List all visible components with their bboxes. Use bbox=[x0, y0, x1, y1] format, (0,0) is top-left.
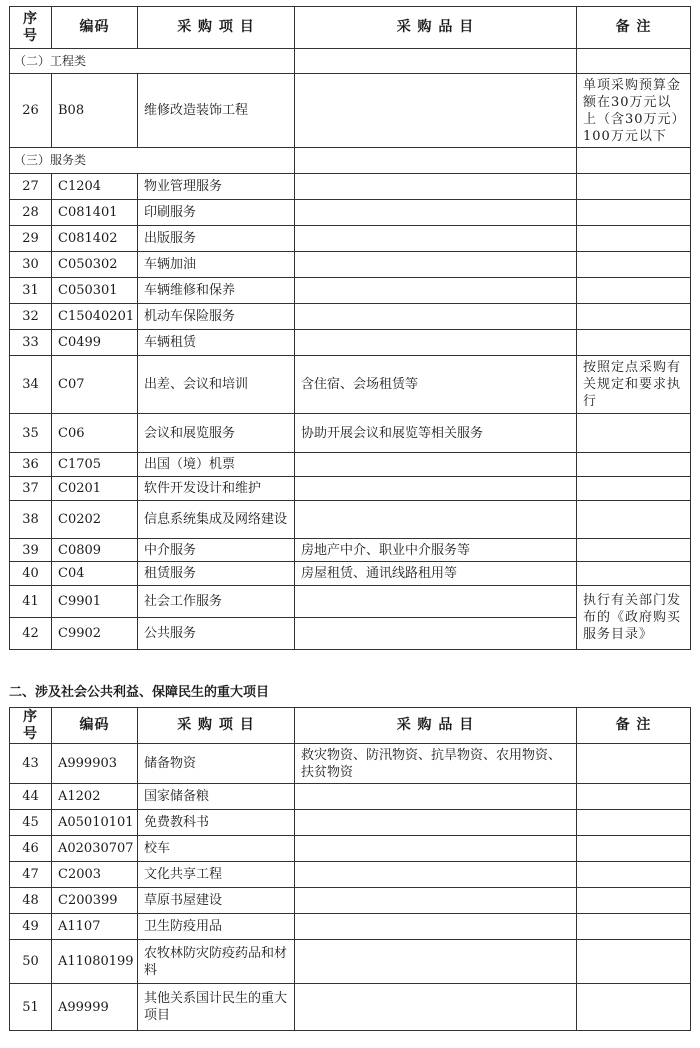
row-code: C081402 bbox=[52, 226, 138, 252]
row-remark bbox=[577, 984, 691, 1031]
row-code: C07 bbox=[52, 356, 138, 414]
row-project: 文化共享工程 bbox=[138, 862, 295, 888]
row-code: A1202 bbox=[52, 784, 138, 810]
row-project: 公共服务 bbox=[138, 618, 295, 650]
table-row bbox=[10, 586, 691, 618]
table-row bbox=[10, 984, 691, 1031]
row-code: C1705 bbox=[52, 453, 138, 477]
procurement-table-1 bbox=[9, 6, 691, 650]
row-index: 34 bbox=[10, 356, 52, 414]
header-index: 序号 bbox=[10, 708, 52, 744]
row-code: C04 bbox=[52, 562, 138, 586]
row-project: 维修改造装饰工程 bbox=[138, 74, 295, 148]
row-remark bbox=[577, 539, 691, 562]
row-items bbox=[295, 330, 577, 356]
row-items: 救灾物资、防汛物资、抗旱物资、农用物资、扶贫物资 bbox=[295, 744, 577, 784]
row-code: C15040201 bbox=[52, 304, 138, 330]
row-project: 物业管理服务 bbox=[138, 174, 295, 200]
row-remark bbox=[577, 744, 691, 784]
table-row bbox=[10, 414, 691, 453]
table-row bbox=[10, 862, 691, 888]
table-row bbox=[10, 810, 691, 836]
row-items bbox=[295, 784, 577, 810]
row-items bbox=[295, 477, 577, 501]
row-code: A11080199 bbox=[52, 940, 138, 984]
row-index: 26 bbox=[10, 74, 52, 148]
row-remark bbox=[577, 477, 691, 501]
row-items bbox=[295, 200, 577, 226]
row-project: 会议和展览服务 bbox=[138, 414, 295, 453]
table-row bbox=[10, 784, 691, 810]
row-remark bbox=[577, 836, 691, 862]
category-label: （三）服务类 bbox=[10, 148, 295, 174]
row-items bbox=[295, 586, 577, 618]
row-index: 36 bbox=[10, 453, 52, 477]
row-project: 印刷服务 bbox=[138, 200, 295, 226]
table-row bbox=[10, 744, 691, 784]
row-project: 社会工作服务 bbox=[138, 586, 295, 618]
row-code: B08 bbox=[52, 74, 138, 148]
row-code: C081401 bbox=[52, 200, 138, 226]
section-title: 二、涉及社会公共利益、保障民生的重大项目 bbox=[9, 685, 270, 700]
row-code: A05010101 bbox=[52, 810, 138, 836]
row-index: 32 bbox=[10, 304, 52, 330]
row-index: 35 bbox=[10, 414, 52, 453]
row-code: C200399 bbox=[52, 888, 138, 914]
row-index: 30 bbox=[10, 252, 52, 278]
row-project: 其他关系国计民生的重大项目 bbox=[138, 984, 295, 1031]
table-row bbox=[10, 356, 691, 414]
row-project: 草原书屋建设 bbox=[138, 888, 295, 914]
row-items bbox=[295, 984, 577, 1031]
header-code: 编码 bbox=[52, 708, 138, 744]
row-items: 房地产中介、职业中介服务等 bbox=[295, 539, 577, 562]
row-index: 49 bbox=[10, 914, 52, 940]
row-project: 车辆加油 bbox=[138, 252, 295, 278]
row-remark bbox=[577, 174, 691, 200]
row-items bbox=[295, 174, 577, 200]
row-remark bbox=[577, 330, 691, 356]
row-index: 43 bbox=[10, 744, 52, 784]
header-code: 编码 bbox=[52, 7, 138, 49]
row-remark bbox=[577, 914, 691, 940]
row-code: C050302 bbox=[52, 252, 138, 278]
header-project: 采 购 项 目 bbox=[138, 708, 295, 744]
row-project: 校车 bbox=[138, 836, 295, 862]
row-code: C0201 bbox=[52, 477, 138, 501]
row-remark bbox=[577, 252, 691, 278]
table-row bbox=[10, 836, 691, 862]
row-remark bbox=[577, 810, 691, 836]
table-row bbox=[10, 888, 691, 914]
row-code: A02030707 bbox=[52, 836, 138, 862]
table-row bbox=[10, 914, 691, 940]
row-items bbox=[295, 453, 577, 477]
row-index: 27 bbox=[10, 174, 52, 200]
category-row-services bbox=[10, 148, 691, 174]
row-items bbox=[295, 862, 577, 888]
row-index: 39 bbox=[10, 539, 52, 562]
row-index: 51 bbox=[10, 984, 52, 1031]
row-index: 33 bbox=[10, 330, 52, 356]
table-row bbox=[10, 226, 691, 252]
table-row bbox=[10, 453, 691, 477]
row-project: 车辆维修和保养 bbox=[138, 278, 295, 304]
row-items bbox=[295, 74, 577, 148]
row-remark: 执行有关部门发布的《政府购买服务目录》 bbox=[577, 586, 691, 650]
row-items: 协助开展会议和展览等相关服务 bbox=[295, 414, 577, 453]
row-index: 28 bbox=[10, 200, 52, 226]
header-remarks: 备 注 bbox=[577, 7, 691, 49]
row-index: 37 bbox=[10, 477, 52, 501]
row-index: 42 bbox=[10, 618, 52, 650]
row-items bbox=[295, 914, 577, 940]
row-items bbox=[295, 836, 577, 862]
category-label: （二）工程类 bbox=[10, 49, 295, 74]
row-project: 信息系统集成及网络建设 bbox=[138, 501, 295, 539]
row-items bbox=[295, 304, 577, 330]
table-row bbox=[10, 200, 691, 226]
table-row bbox=[10, 252, 691, 278]
table-row bbox=[10, 477, 691, 501]
row-items bbox=[295, 888, 577, 914]
row-remark bbox=[577, 862, 691, 888]
row-project: 农牧林防灾防疫药品和材料 bbox=[138, 940, 295, 984]
row-project: 软件开发设计和维护 bbox=[138, 477, 295, 501]
table-row bbox=[10, 562, 691, 586]
row-remark bbox=[577, 453, 691, 477]
row-index: 40 bbox=[10, 562, 52, 586]
header-items: 采 购 品 目 bbox=[295, 7, 577, 49]
row-project: 免费教科书 bbox=[138, 810, 295, 836]
table-row bbox=[10, 174, 691, 200]
row-remark bbox=[577, 784, 691, 810]
row-index: 48 bbox=[10, 888, 52, 914]
table-row bbox=[10, 501, 691, 539]
row-remark bbox=[577, 226, 691, 252]
header-index: 序号 bbox=[10, 7, 52, 49]
row-items bbox=[295, 501, 577, 539]
row-code: C9901 bbox=[52, 586, 138, 618]
row-index: 50 bbox=[10, 940, 52, 984]
row-project: 卫生防疫用品 bbox=[138, 914, 295, 940]
row-remark bbox=[577, 414, 691, 453]
table-row bbox=[10, 539, 691, 562]
row-remark bbox=[577, 501, 691, 539]
row-code: C0499 bbox=[52, 330, 138, 356]
table-row bbox=[10, 304, 691, 330]
procurement-table-2 bbox=[9, 707, 691, 1031]
row-code: C1204 bbox=[52, 174, 138, 200]
row-items bbox=[295, 252, 577, 278]
row-code: A1107 bbox=[52, 914, 138, 940]
row-index: 45 bbox=[10, 810, 52, 836]
row-items bbox=[295, 226, 577, 252]
row-code: C050301 bbox=[52, 278, 138, 304]
row-remark bbox=[577, 888, 691, 914]
row-project: 中介服务 bbox=[138, 539, 295, 562]
row-items bbox=[295, 810, 577, 836]
row-code: C0809 bbox=[52, 539, 138, 562]
row-index: 41 bbox=[10, 586, 52, 618]
row-remark bbox=[577, 940, 691, 984]
category-row-engineering bbox=[10, 49, 691, 74]
row-project: 出国（境）机票 bbox=[138, 453, 295, 477]
row-index: 29 bbox=[10, 226, 52, 252]
row-code: A99999 bbox=[52, 984, 138, 1031]
header-project: 采 购 项 目 bbox=[138, 7, 295, 49]
row-code: C9902 bbox=[52, 618, 138, 650]
row-project: 出差、会议和培训 bbox=[138, 356, 295, 414]
row-items: 房屋租赁、通讯线路租用等 bbox=[295, 562, 577, 586]
row-items bbox=[295, 618, 577, 650]
row-remark: 按照定点采购有关规定和要求执行 bbox=[577, 356, 691, 414]
table-row bbox=[10, 940, 691, 984]
row-remark: 单项采购预算金额在30万元以上（含30万元）100万元以下 bbox=[577, 74, 691, 148]
row-remark bbox=[577, 278, 691, 304]
row-index: 44 bbox=[10, 784, 52, 810]
row-project: 国家储备粮 bbox=[138, 784, 295, 810]
row-code: A999903 bbox=[52, 744, 138, 784]
row-project: 车辆租赁 bbox=[138, 330, 295, 356]
header-remarks: 备 注 bbox=[577, 708, 691, 744]
row-project: 储备物资 bbox=[138, 744, 295, 784]
row-items: 含住宿、会场租赁等 bbox=[295, 356, 577, 414]
row-items bbox=[295, 278, 577, 304]
row-project: 租赁服务 bbox=[138, 562, 295, 586]
row-code: C06 bbox=[52, 414, 138, 453]
row-code: C0202 bbox=[52, 501, 138, 539]
row-remark bbox=[577, 562, 691, 586]
table-row bbox=[10, 278, 691, 304]
row-project: 机动车保险服务 bbox=[138, 304, 295, 330]
table-header-row bbox=[10, 708, 691, 744]
row-remark bbox=[577, 200, 691, 226]
row-code: C2003 bbox=[52, 862, 138, 888]
row-index: 38 bbox=[10, 501, 52, 539]
row-index: 47 bbox=[10, 862, 52, 888]
header-items: 采 购 品 目 bbox=[295, 708, 577, 744]
row-index: 31 bbox=[10, 278, 52, 304]
table-row bbox=[10, 74, 691, 148]
table-header-row bbox=[10, 7, 691, 49]
row-remark bbox=[577, 304, 691, 330]
table-row bbox=[10, 330, 691, 356]
row-index: 46 bbox=[10, 836, 52, 862]
row-items bbox=[295, 940, 577, 984]
row-project: 出版服务 bbox=[138, 226, 295, 252]
